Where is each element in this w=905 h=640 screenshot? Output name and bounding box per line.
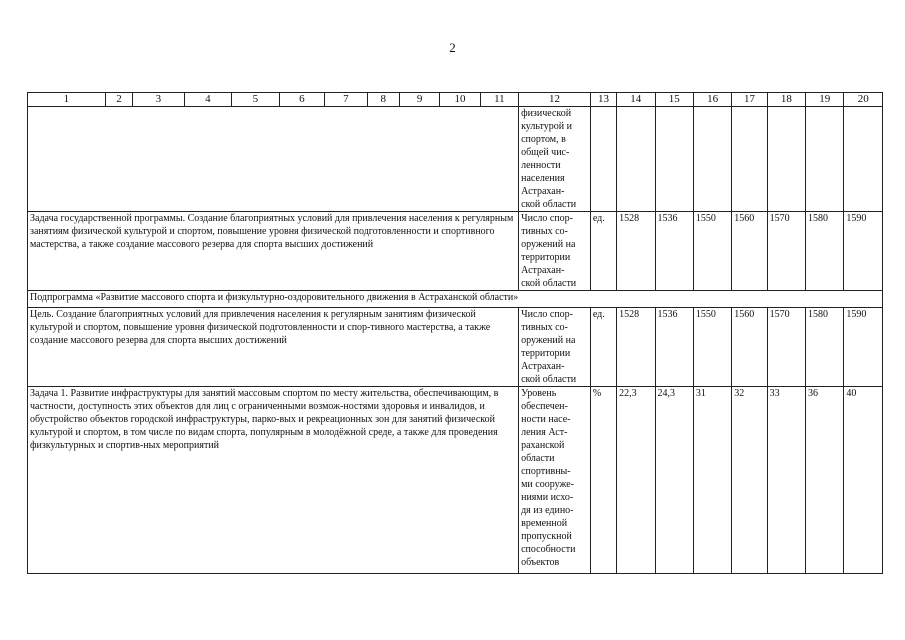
header-cell: 4 (184, 93, 232, 107)
value-cell: 1580 (806, 212, 844, 291)
value-cell: 1550 (693, 212, 731, 291)
page-number: 2 (449, 40, 456, 55)
header-cell: 15 (655, 93, 693, 107)
table-row (28, 387, 883, 574)
value-cell: 1560 (732, 308, 767, 387)
header-cell: 13 (590, 93, 616, 107)
value-cell (844, 107, 883, 212)
value-cell: 22,3 (617, 387, 655, 574)
header-cell: 19 (806, 93, 844, 107)
task-text: Задача 1. Развитие инфраструктуры для занятий массовым спортом по месту жительства, обеспечивающим, в частности, доступность этих объектов для лиц с ограниченными возмож-ностями здоровья и инвалидов, и обустройство объектов городской инфраструктуры, парко-вых и рекреационных зон для занятий физической культурой и спортом, в том числе по видам спорта, популярным в молодёжной среде, а также для проведения физкультурных и спортив-ных мероприятий (28, 387, 519, 574)
value-cell (806, 107, 844, 212)
indicator-name: Число спор- тивных со- оружений на территории Астрахан- ской области (519, 212, 591, 291)
indicator-name: Уровень обеспечен- ности насе- ления Аст- раханской области спортивны- ми сооруже- ниями исхо- дя из едино- временной пропускной способности объектов (519, 387, 591, 574)
header-cell: 9 (399, 93, 439, 107)
task-text: Задача государственной программы. Создание благоприятных условий для привлечения населения к регулярным занятиям физической культурой и спортом, повышение уровня физической подготовленности и спортивного мастерства, а также создание массового резерва для спорта высших достижений (28, 212, 519, 291)
table-row (28, 107, 883, 212)
header-cell: 16 (693, 93, 731, 107)
value-cell: 24,3 (655, 387, 693, 574)
value-cell: 1580 (806, 308, 844, 387)
goal-text: Цель. Создание благоприятных условий для привлечения населения к регулярным занятиям физической культурой и спортом, повышение уровня физической подготовленности и спор-тивного мастерства, а также создание массового резерва для спорта высших достижений (28, 308, 519, 387)
unit-cell (590, 107, 616, 212)
value-cell (617, 107, 655, 212)
value-cell: 1570 (767, 212, 805, 291)
task-text (28, 107, 519, 212)
unit-cell: % (590, 387, 616, 574)
header-cell: 11 (480, 93, 518, 107)
subprogram-row (28, 291, 883, 308)
indicator-name: Число спор- тивных со- оружений на территории Астрахан- ской области (519, 308, 591, 387)
unit-cell: ед. (590, 308, 616, 387)
value-cell: 1560 (732, 212, 767, 291)
value-cell: 1528 (617, 308, 655, 387)
header-cell: 5 (232, 93, 280, 107)
value-cell: 1570 (767, 308, 805, 387)
value-cell: 1550 (693, 308, 731, 387)
value-cell: 1536 (655, 308, 693, 387)
value-cell (732, 107, 767, 212)
header-cell: 1 (28, 93, 106, 107)
value-cell (655, 107, 693, 212)
indicators-table (27, 92, 883, 574)
header-cell: 20 (844, 93, 883, 107)
value-cell (693, 107, 731, 212)
value-cell: 31 (693, 387, 731, 574)
header-cell: 8 (367, 93, 399, 107)
unit-cell: ед. (590, 212, 616, 291)
table-row (28, 212, 883, 291)
header-cell: 3 (133, 93, 185, 107)
value-cell: 1528 (617, 212, 655, 291)
value-cell: 33 (767, 387, 805, 574)
header-cell: 17 (732, 93, 767, 107)
header-cell: 18 (767, 93, 805, 107)
header-cell: 7 (325, 93, 367, 107)
value-cell: 1536 (655, 212, 693, 291)
value-cell: 1590 (844, 212, 883, 291)
value-cell: 36 (806, 387, 844, 574)
header-cell: 6 (279, 93, 324, 107)
header-cell: 12 (519, 93, 591, 107)
value-cell: 32 (732, 387, 767, 574)
header-row (28, 93, 883, 107)
value-cell: 1590 (844, 308, 883, 387)
indicator-name: физической культурой и спортом, в общей чис- ленности населения Астрахан- ской области (519, 107, 591, 212)
header-cell: 10 (440, 93, 480, 107)
header-cell: 14 (617, 93, 655, 107)
table-row (28, 308, 883, 387)
value-cell: 40 (844, 387, 883, 574)
header-cell: 2 (105, 93, 132, 107)
value-cell (767, 107, 805, 212)
subprogram-title: Подпрограмма «Развитие массового спорта и физкультурно-оздоровительного движения в Астраханской области» (28, 291, 883, 308)
